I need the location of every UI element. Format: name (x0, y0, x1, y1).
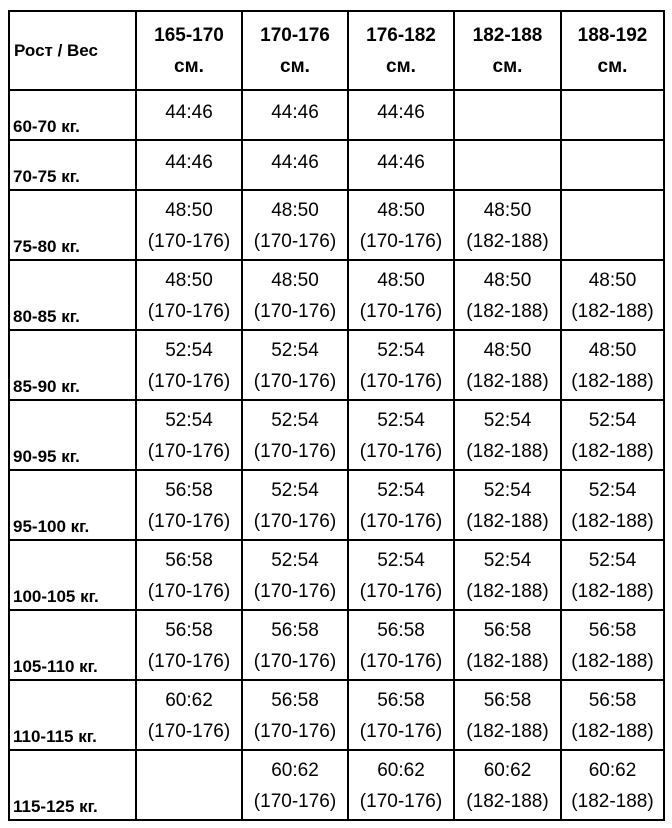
size-value: 52:54 (588, 550, 637, 571)
size-cell (136, 750, 242, 820)
fit-height-range: (170-176) (359, 791, 443, 812)
size-cell (454, 750, 561, 820)
fit-height-range: (170-176) (359, 301, 443, 322)
size-value: 52:54 (271, 480, 319, 501)
size-cell (242, 750, 348, 820)
size-value: 56:58 (377, 620, 425, 641)
size-value: 52:54 (377, 480, 425, 501)
fit-height-range: (182-188) (571, 791, 654, 812)
size-value: 48:50 (377, 270, 425, 291)
size-cell (136, 190, 242, 260)
fit-height-range: (170-176) (253, 511, 337, 532)
fit-height-range: (182-188) (466, 511, 549, 532)
size-cell (348, 90, 454, 140)
size-cell (136, 540, 242, 610)
fit-height-range: (170-176) (359, 511, 443, 532)
fit-height-range: (170-176) (147, 371, 231, 392)
size-value: 56:58 (271, 690, 319, 711)
size-value: 60:62 (588, 760, 637, 781)
fit-height-range: (170-176) (359, 651, 443, 672)
size-cell (561, 140, 664, 190)
size-value: 52:54 (483, 480, 532, 501)
size-value: 44:46 (377, 102, 425, 123)
size-chart-table (8, 10, 665, 821)
size-cell (348, 750, 454, 820)
weight-label: 75-80 кг. (9, 190, 136, 260)
fit-height-range: (170-176) (253, 301, 337, 322)
weight-label: 100-105 кг. (9, 540, 136, 610)
height-unit: см. (386, 55, 416, 77)
size-cell (561, 610, 664, 680)
table-row (9, 90, 664, 140)
size-cell (348, 610, 454, 680)
size-cell (561, 680, 664, 750)
table-row (9, 680, 664, 750)
fit-height-range: (182-188) (466, 231, 549, 252)
size-cell (348, 330, 454, 400)
size-value: 56:58 (588, 690, 637, 711)
size-cell (454, 140, 561, 190)
size-cell (454, 540, 561, 610)
size-cell (454, 610, 561, 680)
size-cell (242, 190, 348, 260)
fit-height-range: (182-188) (571, 651, 654, 672)
fit-height-range: (170-176) (359, 581, 443, 602)
size-cell (348, 140, 454, 190)
size-value: 60:62 (483, 760, 532, 781)
table-row (9, 470, 664, 540)
size-value: 56:58 (377, 690, 425, 711)
size-value: 52:54 (483, 410, 532, 431)
size-value: 56:58 (165, 550, 213, 571)
size-value: 44:46 (165, 152, 213, 173)
weight-label: 90-95 кг. (9, 400, 136, 470)
fit-height-range: (170-176) (147, 231, 231, 252)
size-value: 48:50 (377, 200, 425, 221)
size-cell (561, 330, 664, 400)
fit-height-range: (170-176) (359, 371, 443, 392)
fit-height-range: (182-188) (571, 511, 654, 532)
size-cell (242, 470, 348, 540)
size-value: 48:50 (588, 340, 637, 361)
fit-height-range: (170-176) (147, 301, 231, 322)
height-unit: см. (597, 55, 628, 77)
size-cell (454, 680, 561, 750)
fit-height-range: (170-176) (359, 721, 443, 742)
size-value: 52:54 (271, 550, 319, 571)
height-unit: см. (492, 55, 523, 77)
fit-height-range: (170-176) (359, 441, 443, 462)
size-value: 52:54 (271, 340, 319, 361)
size-cell (242, 260, 348, 330)
size-value: 52:54 (377, 410, 425, 431)
size-value: 48:50 (271, 270, 319, 291)
weight-label: 105-110 кг. (9, 610, 136, 680)
size-value: 60:62 (377, 760, 425, 781)
table-row (9, 140, 664, 190)
size-value: 48:50 (483, 340, 532, 361)
fit-height-range: (170-176) (147, 721, 231, 742)
size-cell (136, 330, 242, 400)
fit-height-range: (170-176) (147, 581, 231, 602)
size-value: 48:50 (483, 270, 532, 291)
weight-label: 95-100 кг. (9, 470, 136, 540)
size-cell (454, 190, 561, 260)
corner-label: Рост / Вес (9, 11, 136, 90)
size-cell (454, 330, 561, 400)
size-value: 56:58 (271, 620, 319, 641)
size-cell (454, 260, 561, 330)
size-value: 48:50 (271, 200, 319, 221)
size-cell (348, 400, 454, 470)
size-value: 48:50 (483, 200, 532, 221)
fit-height-range: (170-176) (359, 231, 443, 252)
size-value: 48:50 (588, 270, 637, 291)
height-header (454, 11, 561, 90)
fit-height-range: (170-176) (147, 441, 231, 462)
height-range: 176-182 (366, 24, 436, 46)
fit-height-range: (170-176) (253, 441, 337, 462)
size-cell (136, 610, 242, 680)
size-value: 52:54 (377, 550, 425, 571)
size-cell (136, 90, 242, 140)
height-header (242, 11, 348, 90)
height-unit: см. (174, 55, 204, 77)
height-header (348, 11, 454, 90)
size-cell (348, 470, 454, 540)
fit-height-range: (182-188) (571, 581, 654, 602)
fit-height-range: (182-188) (571, 441, 654, 462)
fit-height-range: (182-188) (571, 371, 654, 392)
fit-height-range: (182-188) (466, 371, 549, 392)
fit-height-range: (170-176) (147, 511, 231, 532)
size-cell (242, 540, 348, 610)
table-row (9, 190, 664, 260)
fit-height-range: (170-176) (253, 231, 337, 252)
size-cell (348, 680, 454, 750)
fit-height-range: (170-176) (147, 651, 231, 672)
size-value: 56:58 (483, 620, 532, 641)
weight-label: 85-90 кг. (9, 330, 136, 400)
size-value: 52:54 (588, 480, 637, 501)
height-range: 182-188 (472, 24, 543, 46)
weight-label: 60-70 кг. (9, 90, 136, 140)
size-cell (242, 610, 348, 680)
size-value: 52:54 (165, 340, 213, 361)
fit-height-range: (170-176) (253, 651, 337, 672)
size-cell (561, 470, 664, 540)
size-value: 52:54 (377, 340, 425, 361)
weight-label: 110-115 кг. (9, 680, 136, 750)
size-cell (242, 90, 348, 140)
size-cell (136, 140, 242, 190)
size-value: 44:46 (165, 102, 213, 123)
size-cell (136, 400, 242, 470)
size-value: 60:62 (165, 690, 213, 711)
height-header (561, 11, 664, 90)
size-cell (136, 470, 242, 540)
size-cell (242, 400, 348, 470)
size-value: 44:46 (271, 102, 319, 123)
size-cell (561, 750, 664, 820)
size-cell (348, 260, 454, 330)
weight-label: 115-125 кг. (9, 750, 136, 820)
size-value: 52:54 (165, 410, 213, 431)
fit-height-range: (182-188) (466, 791, 549, 812)
fit-height-range: (170-176) (253, 791, 337, 812)
table-row (9, 750, 664, 820)
size-value: 48:50 (165, 270, 213, 291)
size-cell (561, 400, 664, 470)
size-value: 44:46 (271, 152, 319, 173)
fit-height-range: (182-188) (466, 581, 549, 602)
fit-height-range: (182-188) (466, 721, 549, 742)
height-unit: см. (280, 55, 310, 77)
size-cell (242, 140, 348, 190)
size-cell (136, 260, 242, 330)
fit-height-range: (170-176) (253, 371, 337, 392)
size-cell (561, 260, 664, 330)
fit-height-range: (170-176) (253, 721, 337, 742)
height-range: 170-176 (260, 24, 330, 46)
header-row (9, 11, 664, 90)
size-cell (561, 190, 664, 260)
size-cell (454, 470, 561, 540)
weight-label: 80-85 кг. (9, 260, 136, 330)
size-value: 56:58 (483, 690, 532, 711)
size-cell (348, 190, 454, 260)
size-value: 52:54 (588, 410, 637, 431)
fit-height-range: (182-188) (466, 441, 549, 462)
height-header (136, 11, 242, 90)
height-range: 188-192 (577, 24, 648, 46)
size-value: 56:58 (588, 620, 637, 641)
size-value: 60:62 (271, 760, 319, 781)
size-cell (561, 90, 664, 140)
height-range: 165-170 (154, 24, 224, 46)
size-cell (454, 400, 561, 470)
size-value: 48:50 (165, 200, 213, 221)
size-value: 44:46 (377, 152, 425, 173)
size-value: 52:54 (483, 550, 532, 571)
size-cell (242, 330, 348, 400)
table-row (9, 330, 664, 400)
size-value: 52:54 (271, 410, 319, 431)
fit-height-range: (170-176) (253, 581, 337, 602)
table-body (9, 90, 664, 820)
fit-height-range: (182-188) (466, 651, 549, 672)
weight-label: 70-75 кг. (9, 140, 136, 190)
fit-height-range: (182-188) (571, 721, 654, 742)
table-row (9, 610, 664, 680)
table-row (9, 400, 664, 470)
size-value: 56:58 (165, 620, 213, 641)
size-cell (242, 680, 348, 750)
size-cell (454, 90, 561, 140)
fit-height-range: (182-188) (466, 301, 549, 322)
table-row (9, 540, 664, 610)
fit-height-range: (182-188) (571, 301, 654, 322)
size-cell (561, 540, 664, 610)
table-row (9, 260, 664, 330)
size-value: 56:58 (165, 480, 213, 501)
size-cell (348, 540, 454, 610)
size-cell (136, 680, 242, 750)
